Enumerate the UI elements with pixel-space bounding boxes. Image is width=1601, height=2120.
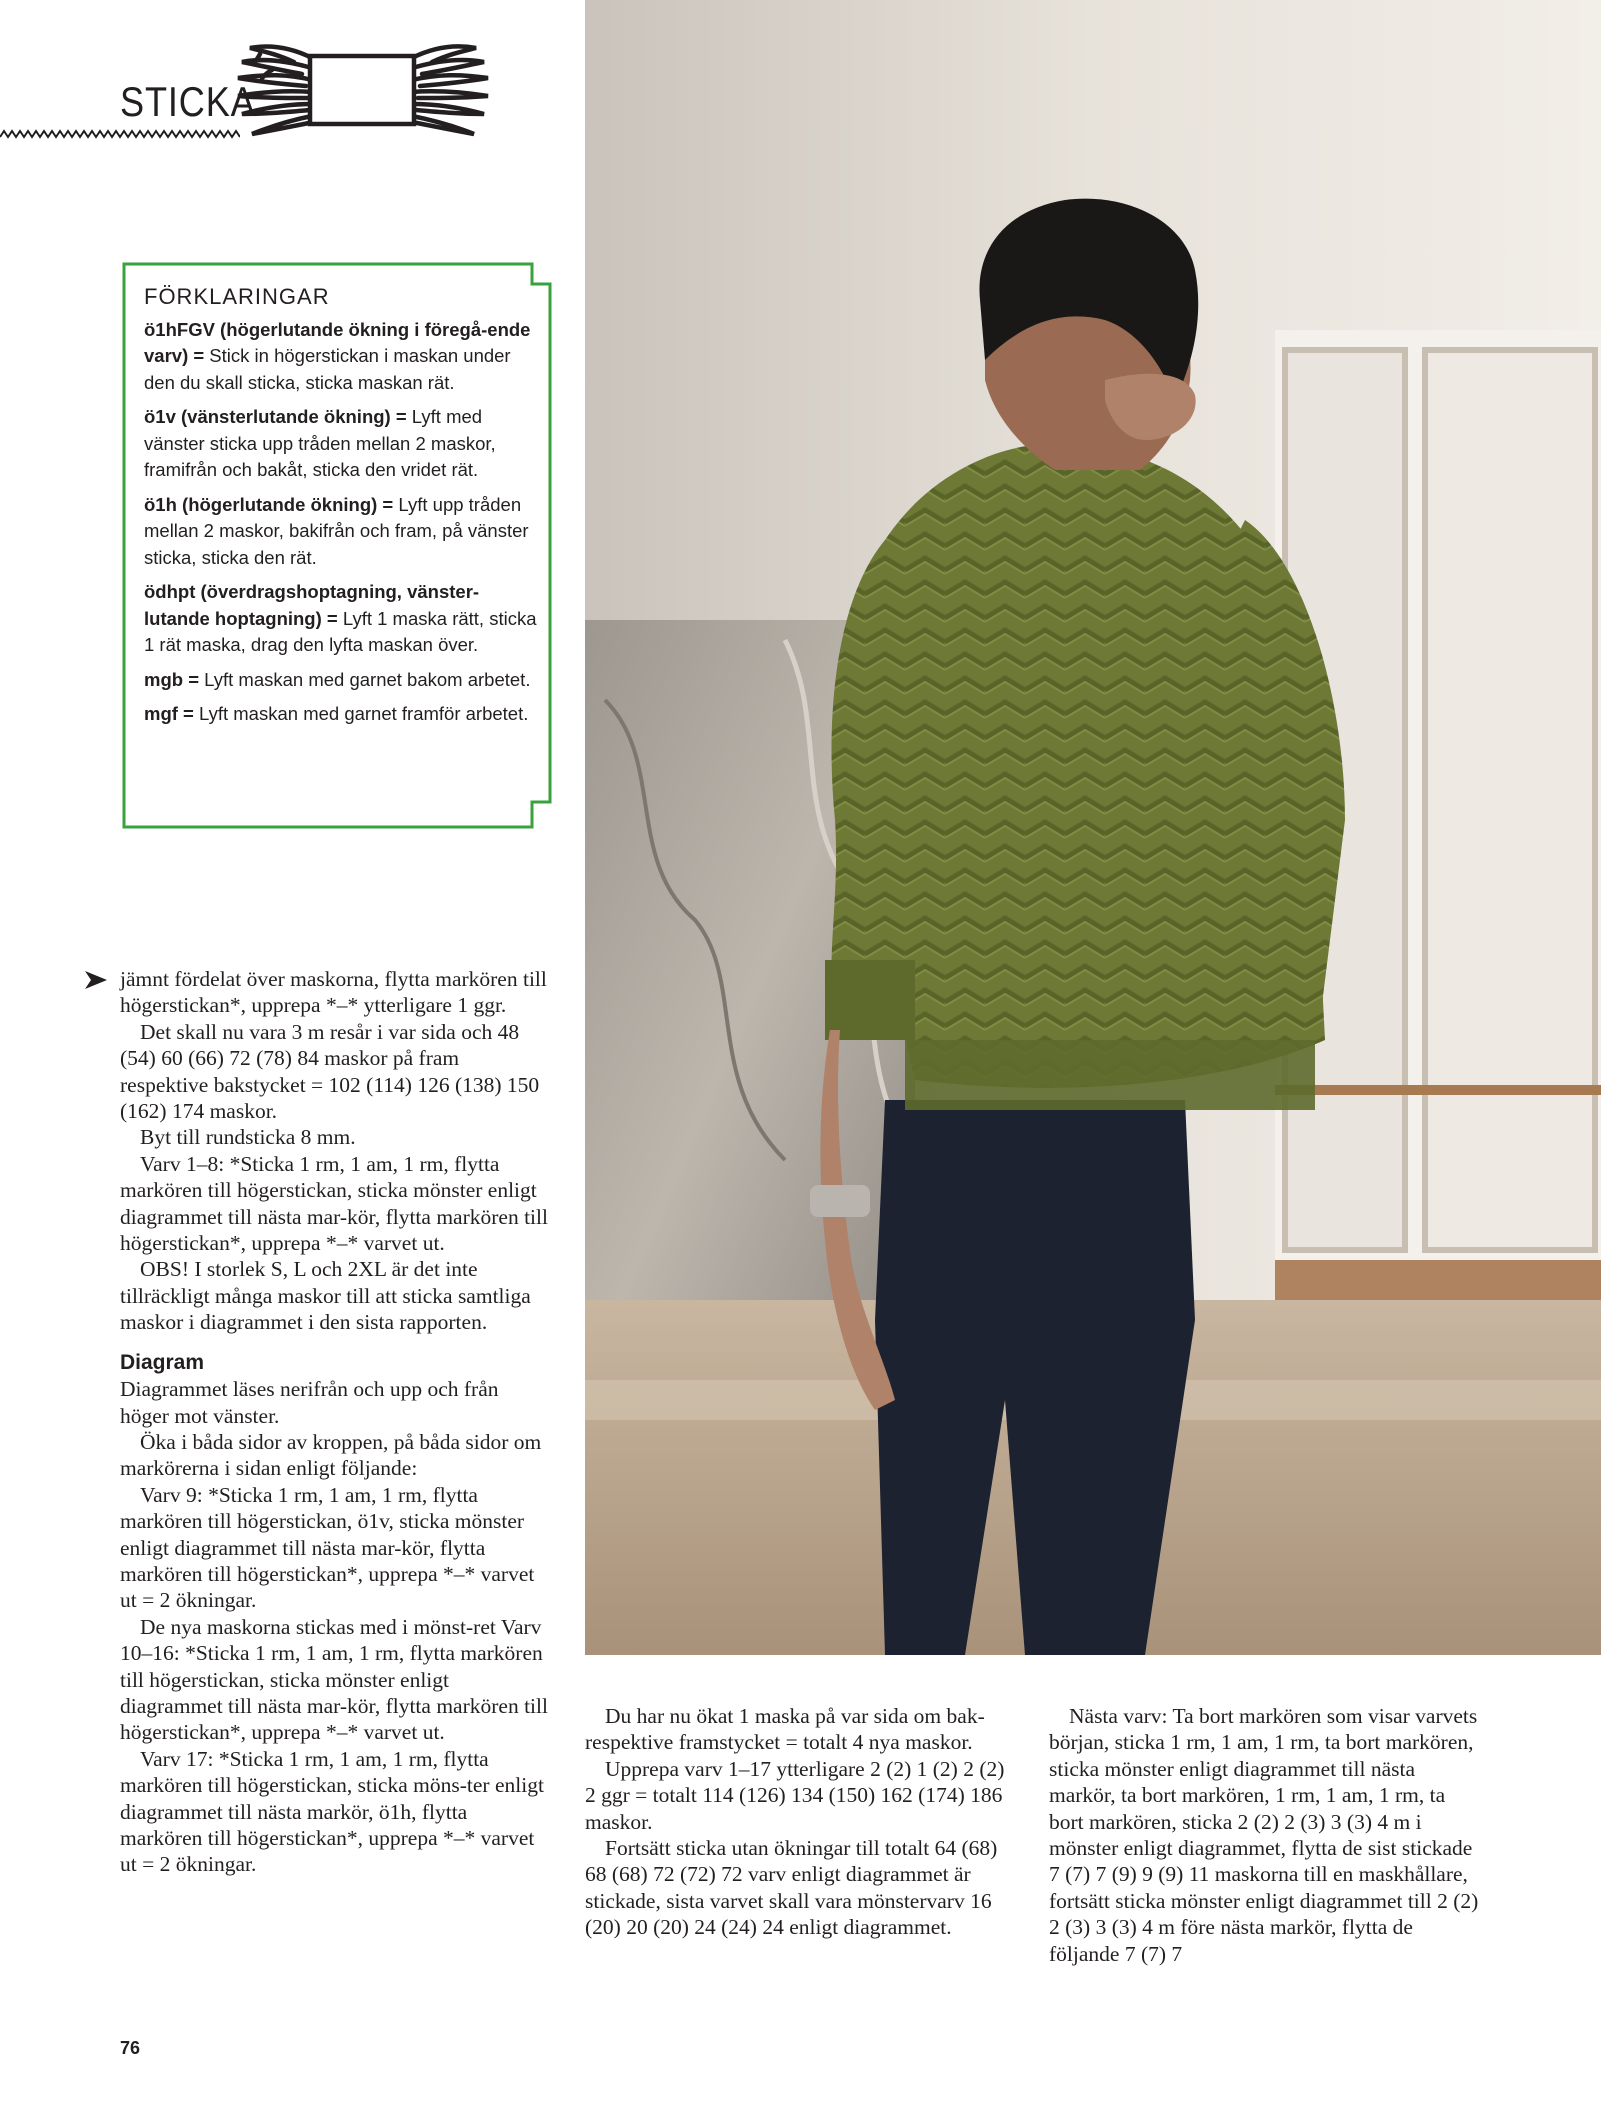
definition-item [144, 317, 539, 397]
definition-item [144, 667, 539, 694]
paragraph: Diagrammet läses nerifrån och upp och från höger mot vänster. [120, 1377, 499, 1428]
definitions-box [122, 262, 552, 829]
paragraph: Byt till rundsticka 8 mm. [140, 1125, 356, 1150]
model-photo [585, 0, 1601, 1655]
definition-term: mgf = [144, 703, 194, 724]
text-column-2 [585, 1703, 1015, 1941]
section-heading-diagram: Diagram [120, 1350, 205, 1374]
definition-term: mgb = [144, 668, 199, 690]
paragraph: Upprepa varv 1–17 ytterligare 2 (2) 1 (2) 2 (2) 2 ggr = totalt 114 (126) 134 (150) 162 (174) 186 maskor. [585, 1756, 1005, 1834]
definition-item [144, 579, 539, 659]
definition-term: ö1hFGV (högerlutande ökning i föregå-ende varv) = [144, 318, 531, 366]
page-number: 76 [120, 2038, 141, 2058]
paragraph: Varv 1–8: *Sticka 1 rm, 1 am, 1 rm, flytta markören till högerstickan, sticka mönster enligt diagrammet till nästa mar-kör, flytta markören till högerstickan*, upprepa *–* varvet ut. [120, 1151, 548, 1256]
definition-text: Lyft 1 maska rätt, sticka 1 rät maska, drag den lyfta maskan över. [144, 607, 537, 655]
definition-text: Stick in högerstickan i maskan under den du skall sticka, sticka maskan rät. [144, 345, 511, 393]
paragraph: Öka i båda sidor av kroppen, på båda sidor om markörerna i sidan enligt följande: [120, 1429, 542, 1481]
section-title: STICKA [120, 78, 256, 125]
continuation-arrow-icon [84, 970, 108, 990]
definition-item [144, 701, 539, 728]
photo-illustration [585, 0, 1601, 1655]
definition-text: Lyft maskan med garnet bakom arbetet. [199, 668, 531, 690]
definition-term: ö1v (vänsterlutande ökning) = [144, 406, 407, 427]
definition-text: Lyft maskan med garnet framför arbetet. [193, 703, 529, 724]
paragraph: Nästa varv: Ta bort markören som visar varvets början, sticka 1 rm, 1 am, 1 rm, ta bort markören, sticka mönster enligt diagrammet till nästa markör, ta bort markören, 1 rm, 1 am, 1 rm, ta bort markören, sticka 2 (2) 2 (3) 3 (3) 4 m i mönster enligt diagrammet, flytta de sist stickade 7 (7) 7 (9) 9 (9) 11 maskorna till en maskhållare, fortsätt sticka mönster enligt diagrammet till 2 (2) 2 (3) 3 (3) 4 m före nästa markör, flytta de följande 7 (7) 7 [1049, 1704, 1479, 1966]
definition-item [144, 404, 539, 484]
paragraph: Varv 17: *Sticka 1 rm, 1 am, 1 rm, flytta markören till högerstickan, sticka möns-ter enligt diagrammet till nästa markör, ö1h, flytta markören till högerstickan*, upprepa *–* varvet ut = 2 ökningar. [120, 1746, 544, 1877]
paragraph: De nya maskorna stickas med i mönst-ret Varv 10–16: *Sticka 1 rm, 1 am, 1 rm, flytta markören till högerstickan, sticka mönster enligt diagrammet till nästa mar-kör, flytta markören till högerstickan*, upprepa *–* varvet ut. [120, 1614, 548, 1745]
definition-term: ö1h (högerlutande ökning) = [144, 493, 394, 515]
definition-text: Lyft upp tråden mellan 2 maskor, bakifrån och fram, på vänster sticka, sticka den rät. [144, 493, 529, 568]
paragraph: OBS! I storlek S, L och 2XL är det inte tillräckligt många maskor till att sticka samtliga maskor i diagrammet i den sista rapporten. [120, 1257, 531, 1335]
paragraph: Du har nu ökat 1 maska på var sida om bak- respektive framstycket = totalt 4 nya maskor. [585, 1704, 985, 1755]
paragraph: Varv 9: *Sticka 1 rm, 1 am, 1 rm, flytta markören till högerstickan, ö1v, sticka mönster enligt diagrammet till nästa mar-kör, flytta markören till högerstickan*, upprepa *–* varvet ut = 2 ökningar. [120, 1482, 535, 1613]
text-column-1 [120, 966, 552, 1878]
definition-term: ödhpt (överdragshoptagning, vänster-lutande hoptagning) = [144, 581, 480, 629]
text-column-3 [1049, 1703, 1479, 1967]
definitions-title: FÖRKLARINGAR [144, 284, 330, 309]
page-header [0, 0, 585, 150]
definition-item [144, 492, 539, 572]
yarn-skein-icon [232, 40, 494, 140]
paragraph: Fortsätt sticka utan ökningar till totalt 64 (68) 68 (68) 72 (72) 72 varv enligt diagrammet är stickade, sista varvet skall vara mönstervarv 16 (20) 20 (20) 24 (24) 24 enligt diagrammet. [585, 1836, 998, 1940]
paragraph: Det skall nu vara 3 m resår i var sida och 48 (54) 60 (66) 72 (78) 84 maskor på fram respektive bakstycket = 102 (114) 126 (138) 150 (162) 174 maskor. [120, 1019, 540, 1124]
zigzag-rule [0, 128, 240, 140]
paragraph: jämnt fördelat över maskorna, flytta markören till högerstickan*, upprepa *–* ytterligare 1 ggr. [120, 967, 547, 1018]
definition-text: Lyft med vänster sticka upp tråden mellan 2 maskor, framifrån och bakåt, sticka den vridet rät. [144, 406, 496, 480]
